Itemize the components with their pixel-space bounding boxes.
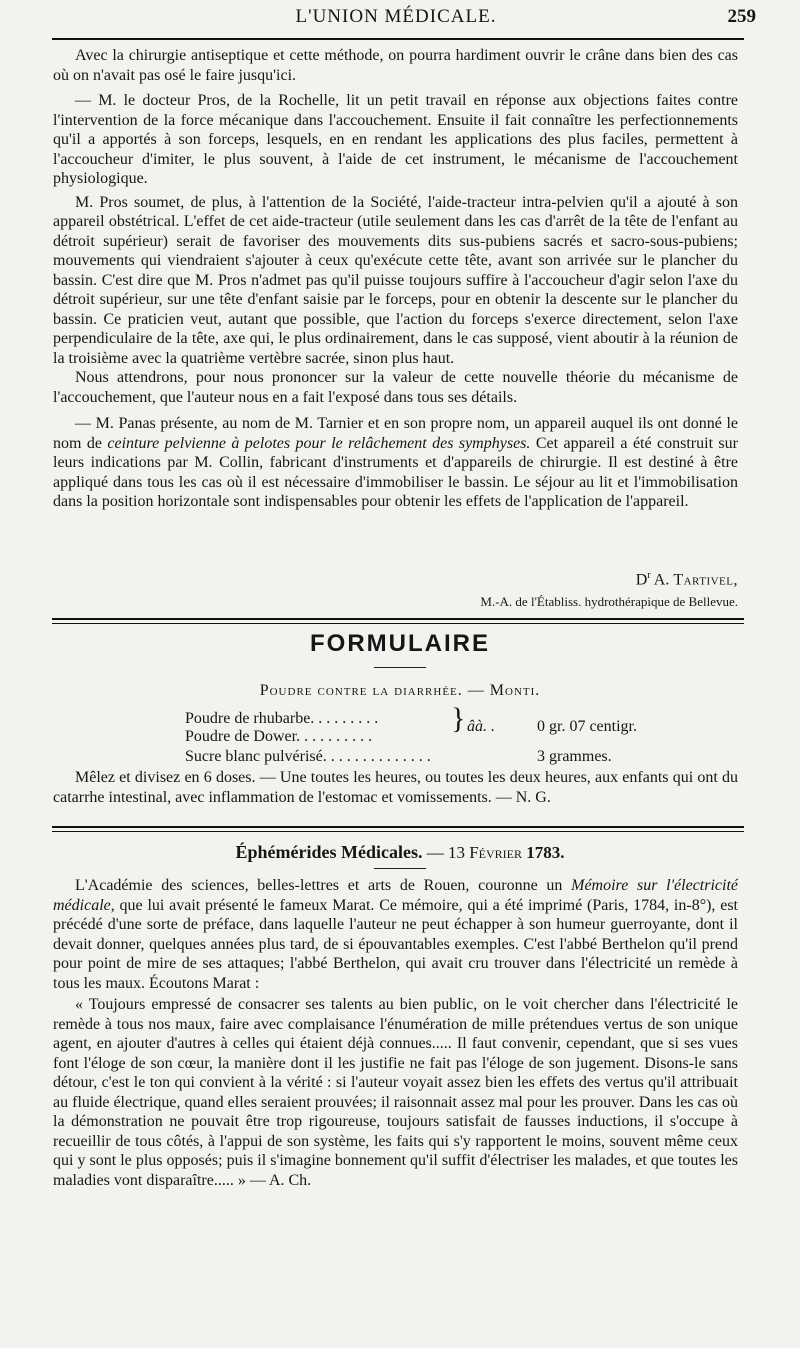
ingredient: Poudre de Dower. . . . . . . . . . xyxy=(185,728,373,745)
ingredient: Poudre de rhubarbe. . . . . . . . . xyxy=(185,710,379,727)
memoir-title: Mémoire sur l'électricité médicale xyxy=(53,877,739,914)
header-rule xyxy=(52,38,744,40)
title-underline xyxy=(374,667,426,668)
recipe-row xyxy=(185,748,665,766)
page-number: 259 xyxy=(727,6,756,27)
quantity: 3 grammes. xyxy=(537,748,612,765)
recipe-title: Poudre contre la diarrhée. — Monti. xyxy=(259,682,541,699)
recipe-instructions: Mêlez et divisez en 6 doses. — Une toutes les heures, ou toutes les deux heures, aux enfants qui ont du catarrhe intestinal, avec inflammation de l'estomac et vomissements. — N. G. xyxy=(53,769,738,806)
signature xyxy=(480,570,738,610)
heading-underline xyxy=(374,868,426,869)
paragraph-text: Cet appareil a été construit sur leurs indications par M. Collin, fabricant d'instruments et d'appareils de chirurgie. Il est destiné à être appliqué dans tous les cas où il est nécessaire d'immobiliser le bassin. Le séjour au lit et l'immobilisation dans la position horizontale sont indispensables pour obtenir les effets de l'application de l'appareil. xyxy=(53,434,738,510)
recipe-row xyxy=(185,702,665,735)
section-rule xyxy=(52,623,744,624)
paragraph: — M. le docteur Pros, de la Rochelle, lit un petit travail en réponse aux objections faites contre l'intervention de la force mécanique dans l'accouchement. Ensuite il fait connaître les perfectionnements qu'il a apportés à son forceps, lesquels, en en rendant les applications des plus faciles, permettent à l'accoucheur d'imiter, le plus souvent, à l'aide de cet instrument, le mécanisme de l'accouchement physiologique. xyxy=(53,92,738,187)
section-rule xyxy=(52,831,744,832)
paragraph: M. Pros soumet, de plus, à l'attention de la Société, l'aide-tracteur intra-pelvien qu'il a ajouté à son appareil obstétrical. L'effet de cet aide-tracteur (utile seulement dans les cas d'arrêt de la tête de l'enfant au détroit supérieur) serait de favoriser des mouvements dits sus-pubiens sacrés et sacro-sous-pubiens; mouvements qui viendraient s'ajouter à ceux qu'exécute cette tête, avant son arrivée sur le plancher du bassin. C'est dire que M. Pros n'admet pas qu'il puisse toujours suffire à l'accoucheur d'agir selon l'axe du détroit supérieur, sur une tête d'enfant saisie par le forceps, pour en obtenir la descente sur le plancher du bassin. Ce praticien veut, autant que possible, que l'action du forceps s'exerce directement, selon l'axe perpendiculaire de la tête, axe qui, le plus ordinairement, dans le cas supposé, vient aboutir à la réunion de la troisième avec la quatrième vertèbre sacrée, sinon plus haut. xyxy=(53,193,738,367)
ingredient: Sucre blanc pulvérisé. . . . . . . . . . . . . . xyxy=(185,748,431,765)
paragraph-text: — M. Panas présente, au nom de M. Tarnier et en son propre nom, un appareil auquel ils ont donné le nom de xyxy=(53,415,738,452)
ana-mark: âà. . xyxy=(467,718,495,735)
journal-title: L'UNION MÉDICALE. xyxy=(295,6,497,27)
ephemerides-heading: Éphémérides Médicales. — 13 Février 1783. xyxy=(235,842,565,862)
quantity: 0 gr. 07 centigr. xyxy=(537,718,637,735)
ephemerides-body xyxy=(53,876,738,1190)
article-body xyxy=(53,46,738,512)
running-header xyxy=(52,2,756,38)
quotation: « Toujours empressé de consacrer ses talents au bien public, on le voit chercher dans l'électricité le remède à tous nos maux, faire avec complaisance l'énumération de mille prétendues vertus de son unique agent, en ajouter d'autres à celles qui étaient déjà connues..... Il faut convenir, cependant, que si ses vues font l'éloge de son cœur, la manière dont il les justifie ne fait pas l'éloge de son jugement. Disons-le sans détour, c'est le ton qui convient à la vérité : si l'auteur voyait assez bien les effets des vertus qu'il attribuait au fluide électrique, quand elles seraient prouvées; il raisonnait assez mal pour les prouver. Dans les cas où la démonstration ne pouvait être trop rigoureuse, toujours satisfait de fausses inductions, il s'occupe à recueillir de tous côtés, à l'appui de son système, les faits qui s'y rapportent le moins, souvent même ceux qui y sont le plus opposés; puis il s'imagine bonnement qu'il suffit d'électriser les malades, et que toutes les maladies vont disparaître..... » — A. Ch. xyxy=(53,996,738,1189)
paragraph: Avec la chirurgie antiseptique et cette méthode, on pourra hardiment ouvrir le crâne dans bien des cas où on n'avait pas osé le faire jusqu'ici. xyxy=(53,47,738,84)
signature-affiliation: M.-A. de l'Établiss. hydrothérapique de Bellevue. xyxy=(480,594,738,610)
recipe-table xyxy=(185,702,665,766)
section-rule xyxy=(52,618,744,620)
paragraph xyxy=(53,414,738,512)
section-title: FORMULAIRE xyxy=(310,630,490,657)
recipe-row xyxy=(185,728,665,746)
section-rule xyxy=(52,826,744,828)
brace: } xyxy=(451,702,466,735)
paragraph: Nous attendrons, pour nous prononcer sur la valeur de cette nouvelle théorie du mécanisme de l'accouchement, que l'auteur nous en a fait l'exposé dans tous ses détails. xyxy=(53,369,738,406)
signature-name: $D^r$ A. Tartivel, xyxy=(635,570,738,589)
paragraph: L'Académie des sciences, belles-lettres et arts de Rouen, couronne un Mémoire sur l'électricité médicale, que lui avait présenté le fameux Marat. Ce mémoire, qui a été imprimé (Paris, 1784, in-8°), est précédé d'une sorte de préface, dans laquelle l'auteur ne peut échapper à son humeur guerroyante, dont il devait donner, quelques années plus tard, de si épouvantables exemples. C'est l'abbé Berthelon qu'il prend pour point de mire de ses attaques; l'abbé Berthelon, qui avait cru trouver dans l'électricité un remède à tous les maux. Écoutons Marat : xyxy=(53,877,739,992)
device-name: ceinture pelvienne à pelotes pour le relâchement des symphyses. xyxy=(107,434,531,452)
